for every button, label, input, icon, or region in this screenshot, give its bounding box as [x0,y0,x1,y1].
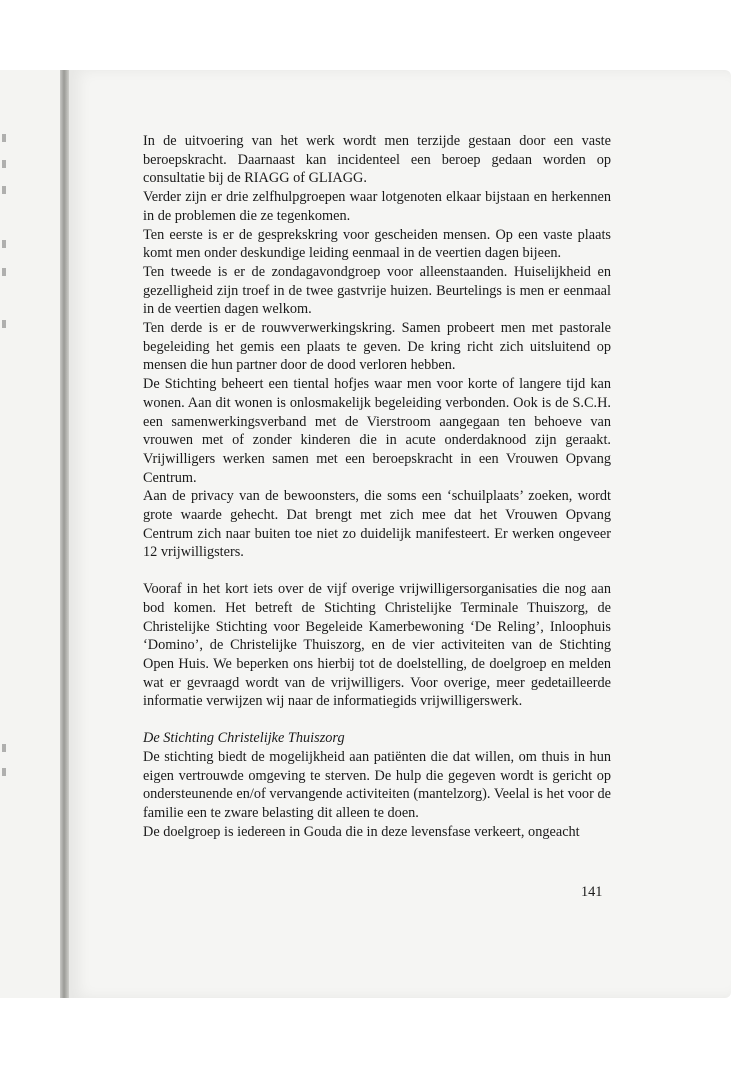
paragraph-gap [143,711,611,729]
paragraph: In de uitvoering van het werk wordt men terzijde gestaan door een vaste beroepskracht. Daarnaast kan incidenteel een beroep gedaan worden op consultatie bij de RIAGG of GLIAGG. [143,133,611,187]
left-page-text-fragments [0,0,16,1068]
paragraph: Vooraf in het kort iets over de vijf overige vrijwilligersorganisaties die nog aan bod komen. Het betreft de Stichting Christelijke Terminale Thuiszorg, de Christelijke Stichting voor Begeleide Kamerbewoning ‘De Reling’, Inloophuis ‘Domino’, de Christelijke Thuiszorg, en de vier activiteiten van de Stichting Open Huis. We beperken ons hierbij tot de doelstelling, de doelgroep en melden wat er gevraagd wordt van de vrijwilligers. Voor overige, meer gedetailleerde informatie verwijzen wij naar de informatiegids vrijwilligerswerk. [143,581,611,710]
paragraph: De doelgroep is iedereen in Gouda die in deze levensfase verkeert, ongeacht [143,823,580,840]
paragraph-gap [143,562,611,580]
paragraph: Ten eerste is er de gesprekskring voor gescheiden mensen. Op een vaste plaats komt men onder deskundige leiding eenmaal in de veertien dagen bijeen. [143,226,611,262]
paragraph: Verder zijn er drie zelfhulpgroepen waar lotgenoten elkaar bijstaan en herkennen in de problemen die ze tegenkomen. [143,189,611,224]
page-number: 141 [581,884,603,900]
paragraph: Ten tweede is er de zondagavondgroep voor alleenstaanden. Huiselijkheid en gezelligheid zijn troef in de twee gastvrije huizen. Beurtelings is men er eenmaal in de veertien dagen welkom. [143,263,611,318]
section-heading: De Stichting Christelijke Thuiszorg [143,730,345,747]
paragraph: Ten derde is er de rouwverwerkingskring. Samen probeert men met pastorale begeleiding het gemis een plaats te geven. De kring richt zich uitsluitend op mensen die hun partner door de dood verloren hebben. [143,320,611,374]
page-body [143,132,611,841]
paragraph: De Stichting beheert een tiental hofjes waar men voor korte of langere tijd kan wonen. Aan dit wonen is onlosmakelijk begeleiding verbonden. Ook is de S.C.H. een samenwerkingsverband met de Vierstroom aangegaan ten behoeve van vrouwen met of zonder kinderen die in acute onderdaknood zijn geraakt. Vrijwilligers werken samen met een beroepskracht in een Vrouwen Opvang Centrum. [143,376,611,486]
paragraph: De stichting biedt de mogelijkheid aan patiënten die dat willen, om thuis in hun eigen vertrouwde omgeving te sterven. De hulp die gegeven wordt is gericht op ondersteunende en/of vervangende activiteiten (mantelzorg). Veelal is het voor de familie een te zware belasting dit alleen te doen. [143,748,611,821]
paragraph: Aan de privacy van de bewoonsters, die soms een ‘schuilplaats’ zoeken, wordt grote waarde gehecht. Dat brengt met zich mee dat het Vrouwen Opvang Centrum zich naar buiten toe niet zo duidelijk manifesteert. Er werken ongeveer 12 vrijwilligsters. [143,488,611,561]
